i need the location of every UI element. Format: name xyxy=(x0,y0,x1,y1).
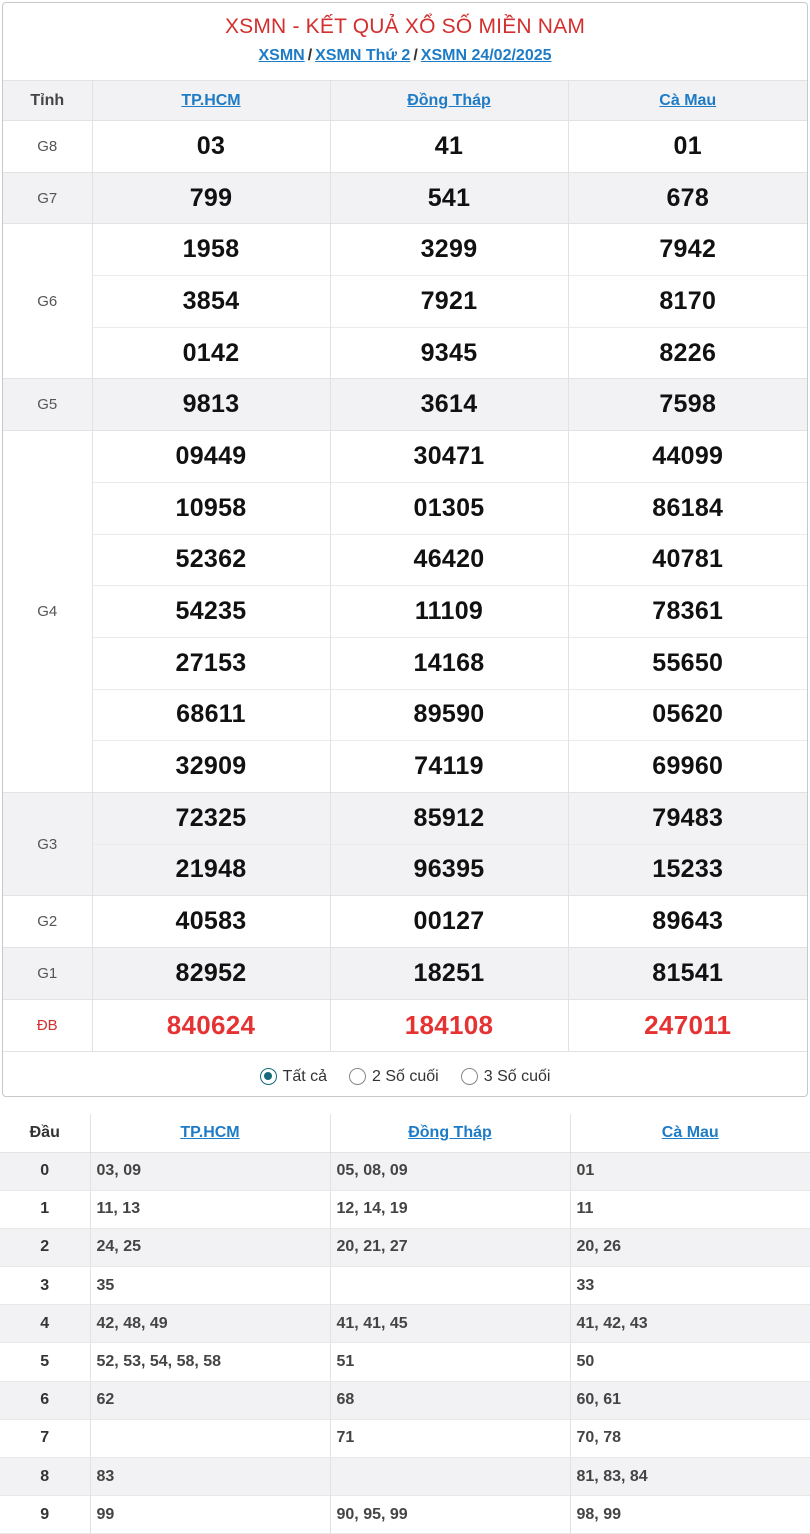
loto-row xyxy=(0,1152,810,1190)
prize-number: 678 xyxy=(568,172,807,224)
prize-row xyxy=(3,276,807,328)
loto-numbers xyxy=(330,1458,570,1496)
province-link-ca-mau[interactable]: Cà Mau xyxy=(659,91,717,109)
prize-label: G2 xyxy=(3,896,92,948)
head-digit: 3 xyxy=(0,1267,90,1305)
prize-number: 79483 xyxy=(568,792,807,844)
prize-label: G7 xyxy=(3,172,92,224)
loto-row xyxy=(0,1343,810,1381)
loto-numbers: 83 xyxy=(90,1458,330,1496)
prize-label: ĐB xyxy=(3,999,92,1051)
prize-label: G1 xyxy=(3,948,92,1000)
loto-numbers: 20, 26 xyxy=(570,1228,810,1266)
prize-number: 41 xyxy=(330,121,568,173)
prize-number: 40781 xyxy=(568,534,807,586)
prize-row xyxy=(3,689,807,741)
prize-number: 69960 xyxy=(568,741,807,793)
loto-numbers: 41, 42, 43 xyxy=(570,1305,810,1343)
loto-numbers: 60, 61 xyxy=(570,1381,810,1419)
prize-number: 7921 xyxy=(330,276,568,328)
prize-label: G6 xyxy=(3,224,92,379)
prize-number: 11109 xyxy=(330,586,568,638)
loto-numbers: 42, 48, 49 xyxy=(90,1305,330,1343)
prize-number: 86184 xyxy=(568,482,807,534)
head-digit: 4 xyxy=(0,1305,90,1343)
loto-numbers: 70, 78 xyxy=(570,1419,810,1457)
prize-row xyxy=(3,534,807,586)
loto-table xyxy=(0,1114,810,1534)
loto-province-link-dong-thap[interactable]: Đồng Tháp xyxy=(408,1123,492,1141)
prize-number: 09449 xyxy=(92,431,330,483)
prize-number: 30471 xyxy=(330,431,568,483)
prize-number: 184108 xyxy=(330,999,568,1051)
prize-number: 40583 xyxy=(92,896,330,948)
prize-number: 1958 xyxy=(92,224,330,276)
prize-row xyxy=(3,224,807,276)
loto-numbers: 50 xyxy=(570,1343,810,1381)
prize-number: 72325 xyxy=(92,792,330,844)
head-digit: 2 xyxy=(0,1228,90,1266)
loto-numbers xyxy=(90,1419,330,1457)
loto-numbers xyxy=(330,1267,570,1305)
prize-label: G8 xyxy=(3,121,92,173)
prize-row xyxy=(3,741,807,793)
prize-number: 85912 xyxy=(330,792,568,844)
prize-number: 52362 xyxy=(92,534,330,586)
loto-numbers: 20, 21, 27 xyxy=(330,1228,570,1266)
prize-number: 21948 xyxy=(92,844,330,896)
results-header-row xyxy=(3,81,807,121)
loto-numbers: 81, 83, 84 xyxy=(570,1458,810,1496)
loto-row xyxy=(0,1190,810,1228)
loto-row xyxy=(0,1305,810,1343)
filter-option-last-2[interactable] xyxy=(349,1068,439,1086)
filter-option-label: 2 Số cuối xyxy=(372,1067,439,1085)
radio-icon[interactable] xyxy=(461,1068,478,1085)
breadcrumb-separator: / xyxy=(307,47,313,64)
head-digit: 9 xyxy=(0,1496,90,1534)
loto-province-header xyxy=(90,1114,330,1152)
loto-province-header xyxy=(570,1114,810,1152)
loto-numbers: 41, 41, 45 xyxy=(330,1305,570,1343)
loto-numbers: 62 xyxy=(90,1381,330,1419)
head-digit: 1 xyxy=(0,1190,90,1228)
loto-row xyxy=(0,1419,810,1457)
prize-row xyxy=(3,379,807,431)
prize-number: 68611 xyxy=(92,689,330,741)
prize-number: 05620 xyxy=(568,689,807,741)
loto-row xyxy=(0,1496,810,1534)
prize-row xyxy=(3,482,807,534)
prize-number: 541 xyxy=(330,172,568,224)
prize-number: 89643 xyxy=(568,896,807,948)
province-header xyxy=(330,81,568,121)
filter-option-all[interactable] xyxy=(260,1068,327,1086)
breadcrumb-date-link[interactable]: XSMN 24/02/2025 xyxy=(420,47,552,64)
loto-numbers: 05, 08, 09 xyxy=(330,1152,570,1190)
prize-number: 01305 xyxy=(330,482,568,534)
prize-number: 14168 xyxy=(330,637,568,689)
loto-numbers: 24, 25 xyxy=(90,1228,330,1266)
prize-number: 78361 xyxy=(568,586,807,638)
loto-numbers: 99 xyxy=(90,1496,330,1534)
prize-label: G3 xyxy=(3,792,92,895)
loto-numbers: 35 xyxy=(90,1267,330,1305)
prize-number: 18251 xyxy=(330,948,568,1000)
prize-row xyxy=(3,792,807,844)
filter-option-last-3[interactable] xyxy=(461,1068,551,1086)
radio-icon[interactable] xyxy=(349,1068,366,1085)
loto-numbers: 03, 09 xyxy=(90,1152,330,1190)
prize-number: 3854 xyxy=(92,276,330,328)
prize-number: 32909 xyxy=(92,741,330,793)
province-link-tphcm[interactable]: TP.HCM xyxy=(181,91,241,109)
prize-number: 0142 xyxy=(92,327,330,379)
prize-row xyxy=(3,172,807,224)
head-digit: 6 xyxy=(0,1381,90,1419)
loto-province-link-tphcm[interactable]: TP.HCM xyxy=(180,1123,240,1141)
prize-row xyxy=(3,586,807,638)
loto-province-header xyxy=(330,1114,570,1152)
prize-number: 10958 xyxy=(92,482,330,534)
prize-number: 8170 xyxy=(568,276,807,328)
prize-number: 81541 xyxy=(568,948,807,1000)
head-digit: 7 xyxy=(0,1419,90,1457)
prize-number: 00127 xyxy=(330,896,568,948)
loto-row xyxy=(0,1228,810,1266)
prize-number: 54235 xyxy=(92,586,330,638)
filter-option-label: 3 Số cuối xyxy=(483,1067,551,1085)
loto-numbers: 98, 99 xyxy=(570,1496,810,1534)
loto-numbers: 33 xyxy=(570,1267,810,1305)
prize-number: 01 xyxy=(568,121,807,173)
column-header-head-digit: Đầu xyxy=(0,1114,90,1152)
prize-row xyxy=(3,948,807,1000)
breadcrumb-xsmn-link[interactable]: XSMN xyxy=(258,47,305,64)
prize-number: 247011 xyxy=(568,999,807,1051)
loto-numbers: 01 xyxy=(570,1152,810,1190)
prize-number: 96395 xyxy=(330,844,568,896)
head-digit: 5 xyxy=(0,1343,90,1381)
results-table xyxy=(3,80,807,1051)
results-card xyxy=(2,2,808,1097)
loto-province-link-ca-mau[interactable]: Cà Mau xyxy=(661,1123,719,1141)
loto-numbers: 71 xyxy=(330,1419,570,1457)
loto-numbers: 11, 13 xyxy=(90,1190,330,1228)
prize-row xyxy=(3,999,807,1051)
breadcrumb-separator: / xyxy=(413,47,418,64)
loto-row xyxy=(0,1458,810,1496)
prize-number: 3299 xyxy=(330,224,568,276)
prize-number: 55650 xyxy=(568,637,807,689)
prize-row xyxy=(3,896,807,948)
prize-number: 3614 xyxy=(330,379,568,431)
digit-filter xyxy=(3,1051,807,1097)
prize-number: 89590 xyxy=(330,689,568,741)
prize-label: G5 xyxy=(3,379,92,431)
loto-numbers: 52, 53, 54, 58, 58 xyxy=(90,1343,330,1381)
loto-numbers: 11 xyxy=(570,1190,810,1228)
loto-numbers: 68 xyxy=(330,1381,570,1419)
province-link-dong-thap[interactable]: Đồng Tháp xyxy=(407,91,491,109)
head-digit: 8 xyxy=(0,1458,90,1496)
results-header xyxy=(3,3,807,80)
radio-selected-icon[interactable] xyxy=(260,1068,277,1085)
prize-number: 46420 xyxy=(330,534,568,586)
prize-row xyxy=(3,637,807,689)
prize-row xyxy=(3,431,807,483)
page-title: XSMN - KẾT QUẢ XỔ SỐ MIỀN NAM xyxy=(224,15,586,38)
prize-number: 7942 xyxy=(568,224,807,276)
loto-numbers: 90, 95, 99 xyxy=(330,1496,570,1534)
prize-number: 74119 xyxy=(330,741,568,793)
prize-number: 8226 xyxy=(568,327,807,379)
prize-number: 82952 xyxy=(92,948,330,1000)
prize-number: 7598 xyxy=(568,379,807,431)
prize-number: 9813 xyxy=(92,379,330,431)
loto-row xyxy=(0,1267,810,1305)
breadcrumb-xsmn-thu2-link[interactable]: XSMN Thứ 2 xyxy=(315,47,411,64)
filter-option-label: Tất cả xyxy=(282,1067,328,1085)
head-digit: 0 xyxy=(0,1152,90,1190)
prize-row xyxy=(3,327,807,379)
prize-number: 27153 xyxy=(92,637,330,689)
prize-row xyxy=(3,121,807,173)
prize-row xyxy=(3,844,807,896)
loto-numbers: 12, 14, 19 xyxy=(330,1190,570,1228)
prize-number: 9345 xyxy=(330,327,568,379)
loto-header-row xyxy=(0,1114,810,1152)
prize-number: 03 xyxy=(92,121,330,173)
prize-label: G4 xyxy=(3,431,92,793)
loto-numbers: 51 xyxy=(330,1343,570,1381)
province-header xyxy=(568,81,807,121)
prize-number: 15233 xyxy=(568,844,807,896)
breadcrumb xyxy=(3,47,807,65)
prize-number: 840624 xyxy=(92,999,330,1051)
column-header-province: Tỉnh xyxy=(3,81,92,121)
prize-number: 799 xyxy=(92,172,330,224)
prize-number: 44099 xyxy=(568,431,807,483)
loto-row xyxy=(0,1381,810,1419)
province-header xyxy=(92,81,330,121)
